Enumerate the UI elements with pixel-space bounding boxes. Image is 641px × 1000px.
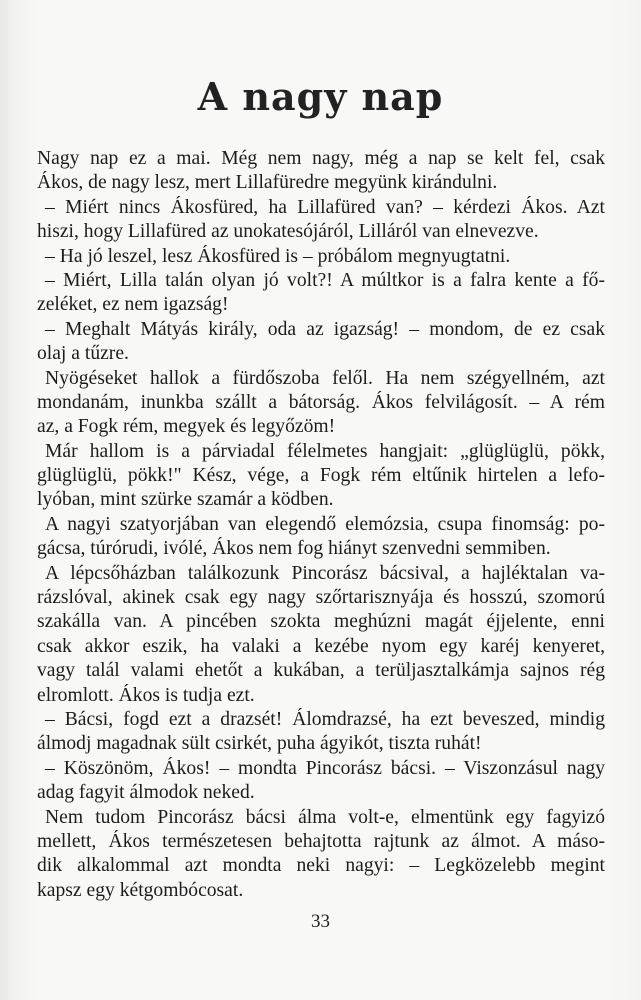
chapter-body (37, 147, 605, 903)
text-line: álmodj magadnak sült csirkét, puha ágyikót, tiszta ruhát! (37, 733, 482, 755)
text-line: mellett, Ákos természetesen behajtotta rajtunk az álmot. A máso- (37, 830, 605, 852)
text-line: rázslóval, akinek csak egy nagy szőrtarisznyája és hosszú, szomorú (37, 587, 605, 609)
text-line: Nem tudom Pincorász bácsi álma volt-e, elmentünk egy fagyizó (45, 806, 605, 828)
text-line: Ákos, de nagy lesz, mert Lillafüredre megyünk kirándulni. (37, 172, 498, 194)
text-line: Nyögéseket hallok a fürdőszoba felől. Ha nem szégyellném, azt (45, 367, 605, 389)
text-line: – Miért nincs Ákosfüred, ha Lillafüred van? – kérdezi Ákos. Azt (45, 196, 605, 218)
text-line: A nagyi szatyorjában van elegendő elemózsia, csupa finomság: po- (45, 513, 605, 535)
text-line: – Miért, Lilla talán olyan jó volt?! A múltkor is a falra kente a fő- (45, 269, 605, 291)
text-line: elromlott. Ákos is tudja ezt. (37, 684, 255, 706)
text-line: glüglüglü, pökk!" Kész, vége, a Fogk rém eltűnik hirtelen a lefo- (37, 465, 605, 487)
text-line: hiszi, hogy Lillafüred az unokatesójáról, Lilláról van elnevezve. (37, 221, 539, 243)
text-line: lyóban, mint szürke szamár a ködben. (37, 489, 334, 511)
text-line: dik alkalommal azt mondta neki nagyi: – Legközelebb megint (37, 855, 605, 877)
text-line: Már hallom is a párviadal félelmetes hangjait: „glüglüglü, pökk, (45, 440, 605, 462)
text-line: A lépcsőházban találkozunk Pincorász bácsival, a hajléktalan va- (45, 562, 605, 584)
text-line: olaj a tűzre. (37, 343, 129, 365)
text-line: kapsz egy kétgombócosat. (37, 879, 244, 901)
text-line: adag fagyit álmodok neked. (37, 782, 255, 804)
text-line: csak akkor eszik, ha valaki a kezébe nyom egy karéj kenyeret, (37, 635, 605, 657)
text-line: az, a Fogk rém, megyek és legyőzöm! (37, 416, 336, 438)
text-line: – Meghalt Mátyás király, oda az igazság! – mondom, de ez csak (45, 318, 605, 340)
text-line: gácsa, túrórudi, ivólé, Ákos nem fog hiányt szenvedni semmiben. (37, 538, 551, 560)
text-line: mondanám, inunkba szállt a bátorság. Ákos felvilágosít. – A rém (37, 391, 605, 413)
text-line: vagy talál valami ehetőt a kukában, a terüljasztalkámja sajnos rég (37, 660, 605, 682)
text-line: – Bácsi, fogd ezt a drazsét! Álomdrazsé, ha ezt beveszed, mindig (45, 708, 605, 730)
text-line: – Ha jó leszel, lesz Ákosfüred is – próbálom megnyugtatni. (45, 245, 511, 267)
chapter-title: A nagy nap (197, 74, 444, 119)
text-line: szakálla van. A pincében szokta meghúzni magát éjjelente, enni (37, 611, 605, 633)
text-line: Nagy nap ez a mai. Még nem nagy, még a nap se kelt fel, csak (37, 148, 605, 169)
text-line: zeléket, ez nem igazság! (37, 294, 229, 316)
text-line: – Köszönöm, Ákos! – mondta Pincorász bácsi. – Viszonzásul nagy (45, 757, 605, 779)
page-number: 33 (311, 911, 330, 932)
